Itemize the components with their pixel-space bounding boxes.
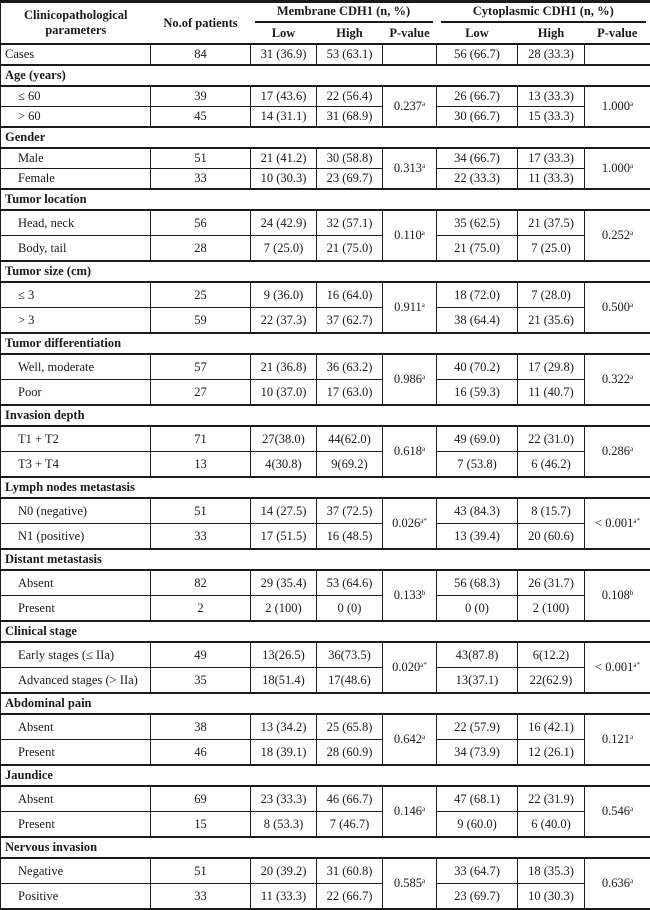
header-cytoplasmic-low: Low [437, 24, 518, 44]
membrane-pvalue-footnote: a [422, 877, 425, 885]
row-membrane-low: 10 (37.0) [251, 380, 317, 406]
table-row [1, 570, 650, 596]
row-label: Advanced stages (> IIa) [1, 668, 151, 694]
cytoplasmic-pvalue [585, 714, 650, 765]
table-row [1, 596, 650, 622]
row-patients: 33 [151, 524, 251, 550]
row-patients: 51 [151, 858, 251, 884]
section-header-row [1, 837, 650, 858]
cytoplasmic-pvalue [585, 354, 650, 405]
membrane-pvalue-footnote: a* [420, 517, 427, 525]
table-row [1, 884, 650, 910]
cases-membrane-pvalue [383, 44, 437, 65]
row-cytoplasmic-low: 34 (73.9) [437, 740, 518, 766]
row-cytoplasmic-low: 30 (66.7) [437, 107, 518, 128]
row-membrane-low: 29 (35.4) [251, 570, 317, 596]
cytoplasmic-pvalue-number: < 0.001 [595, 516, 633, 530]
cytoplasmic-pvalue-footnote: a* [633, 517, 640, 525]
row-cytoplasmic-high: 10 (30.3) [518, 884, 585, 910]
row-cytoplasmic-low: 40 (70.2) [437, 354, 518, 380]
section-title: Tumor differentiation [1, 333, 650, 354]
row-label: Head, neck [1, 210, 151, 236]
table-row [1, 210, 650, 236]
row-cytoplasmic-high: 16 (42.1) [518, 714, 585, 740]
row-cytoplasmic-low: 22 (33.3) [437, 169, 518, 190]
row-patients: 57 [151, 354, 251, 380]
row-membrane-high: 53 (64.6) [317, 570, 383, 596]
header-membrane-low: Low [251, 24, 317, 44]
membrane-pvalue-footnote: a [422, 100, 425, 108]
row-membrane-low: 23 (33.3) [251, 786, 317, 812]
membrane-pvalue-number: 0.986 [394, 372, 422, 386]
row-membrane-high: 22 (56.4) [317, 86, 383, 107]
row-cytoplasmic-low: 43(87.8) [437, 642, 518, 668]
membrane-pvalue [383, 786, 437, 837]
row-cytoplasmic-high: 8 (15.7) [518, 498, 585, 524]
cytoplasmic-pvalue [585, 426, 650, 477]
section-header-row [1, 765, 650, 786]
table-row [1, 786, 650, 812]
membrane-pvalue-number: 0.585 [394, 876, 422, 890]
section-header-row [1, 477, 650, 498]
table-row [1, 452, 650, 478]
row-cytoplasmic-high: 6 (40.0) [518, 812, 585, 838]
section-title: Lymph nodes metastasis [1, 477, 650, 498]
membrane-pvalue-footnote: a [422, 733, 425, 741]
row-cytoplasmic-high: 17 (33.3) [518, 148, 585, 169]
row-cytoplasmic-low: 33 (64.7) [437, 858, 518, 884]
cytoplasmic-pvalue-footnote: a [630, 162, 633, 170]
row-membrane-high: 16 (64.0) [317, 282, 383, 308]
row-label: Poor [1, 380, 151, 406]
row-patients: 13 [151, 452, 251, 478]
section-header-row [1, 261, 650, 282]
table-row [1, 148, 650, 169]
row-membrane-low: 27(38.0) [251, 426, 317, 452]
row-patients: 2 [151, 596, 251, 622]
cytoplasmic-pvalue [585, 570, 650, 621]
row-membrane-high: 22 (66.7) [317, 884, 383, 910]
header-membrane-pvalue: P-value [383, 24, 437, 44]
table-row [1, 282, 650, 308]
table-row [1, 498, 650, 524]
row-membrane-high: 37 (72.5) [317, 498, 383, 524]
cytoplasmic-pvalue-number: 0.121 [602, 732, 630, 746]
row-cytoplasmic-low: 0 (0) [437, 596, 518, 622]
row-patients: 46 [151, 740, 251, 766]
cytoplasmic-pvalue-footnote: a [630, 229, 633, 237]
table-row [1, 858, 650, 884]
membrane-pvalue-footnote: a [422, 162, 425, 170]
section-title: Nervous invasion [1, 837, 650, 858]
cases-cytoplasmic-pvalue [585, 44, 650, 65]
header-cytoplasmic-pvalue: P-value [585, 24, 650, 44]
row-label: ≤ 3 [1, 282, 151, 308]
section-title: Invasion depth [1, 405, 650, 426]
membrane-pvalue [383, 354, 437, 405]
row-cytoplasmic-high: 22 (31.0) [518, 426, 585, 452]
table-header [1, 2, 650, 45]
row-membrane-low: 17 (51.5) [251, 524, 317, 550]
row-cytoplasmic-high: 12 (26.1) [518, 740, 585, 766]
row-label: > 3 [1, 308, 151, 334]
cytoplasmic-pvalue [585, 282, 650, 333]
header-membrane-group [251, 2, 437, 25]
row-cytoplasmic-low: 49 (69.0) [437, 426, 518, 452]
membrane-pvalue-number: 0.618 [394, 444, 422, 458]
cytoplasmic-pvalue-footnote: a [630, 877, 633, 885]
membrane-pvalue-number: 0.146 [394, 804, 422, 818]
cytoplasmic-pvalue [585, 642, 650, 693]
row-cytoplasmic-high: 21 (35.6) [518, 308, 585, 334]
membrane-pvalue-number: 0.642 [394, 732, 422, 746]
row-membrane-low: 13(26.5) [251, 642, 317, 668]
header-cytoplasmic-group-label: Cytoplasmic CDH1 (n, %) [441, 4, 647, 23]
cytoplasmic-pvalue-number: 0.636 [602, 876, 630, 890]
header-membrane-group-label: Membrane CDH1 (n, %) [255, 4, 433, 23]
section-title: Abdominal pain [1, 693, 650, 714]
row-cytoplasmic-high: 6 (46.2) [518, 452, 585, 478]
row-cytoplasmic-high: 11 (40.7) [518, 380, 585, 406]
row-label: Female [1, 169, 151, 190]
row-cytoplasmic-high: 11 (33.3) [518, 169, 585, 190]
table-row [1, 426, 650, 452]
cytoplasmic-pvalue-footnote: a [630, 805, 633, 813]
header-membrane-high: High [317, 24, 383, 44]
row-cytoplasmic-low: 13(37.1) [437, 668, 518, 694]
section-title: Tumor location [1, 189, 650, 210]
cytoplasmic-pvalue-number: 0.546 [602, 804, 630, 818]
row-membrane-low: 8 (53.3) [251, 812, 317, 838]
membrane-pvalue-number: 0.911 [394, 300, 422, 314]
header-parameters [1, 2, 151, 45]
row-membrane-high: 17(48.6) [317, 668, 383, 694]
membrane-pvalue-footnote: a [422, 301, 425, 309]
cytoplasmic-pvalue-number: 0.322 [602, 372, 630, 386]
row-patients: 33 [151, 884, 251, 910]
section-header-row [1, 549, 650, 570]
membrane-pvalue-number: 0.237 [394, 99, 422, 113]
row-cytoplasmic-low: 22 (57.9) [437, 714, 518, 740]
row-membrane-low: 24 (42.9) [251, 210, 317, 236]
table-row [1, 812, 650, 838]
row-label: > 60 [1, 107, 151, 128]
section-title: Gender [1, 127, 650, 148]
table-row [1, 169, 650, 190]
row-membrane-high: 36 (63.2) [317, 354, 383, 380]
row-cytoplasmic-high: 17 (29.8) [518, 354, 585, 380]
membrane-pvalue-footnote: a [422, 805, 425, 813]
row-patients: 49 [151, 642, 251, 668]
membrane-pvalue [383, 426, 437, 477]
row-label: Absent [1, 714, 151, 740]
row-label: Absent [1, 570, 151, 596]
row-membrane-high: 44(62.0) [317, 426, 383, 452]
cytoplasmic-pvalue-number: 0.500 [602, 300, 630, 314]
row-membrane-high: 32 (57.1) [317, 210, 383, 236]
row-label: Absent [1, 786, 151, 812]
cytoplasmic-pvalue-footnote: a [630, 301, 633, 309]
row-membrane-high: 31 (60.8) [317, 858, 383, 884]
membrane-pvalue-footnote: b [422, 589, 426, 597]
membrane-pvalue-number: 0.133 [394, 588, 422, 602]
row-membrane-low: 4(30.8) [251, 452, 317, 478]
row-cytoplasmic-low: 35 (62.5) [437, 210, 518, 236]
row-label: Negative [1, 858, 151, 884]
cytoplasmic-pvalue-footnote: a [630, 445, 633, 453]
row-membrane-low: 22 (37.3) [251, 308, 317, 334]
table-row [1, 308, 650, 334]
section-header-row [1, 333, 650, 354]
membrane-pvalue-footnote: a [422, 373, 425, 381]
section-header-row [1, 127, 650, 148]
row-label: Early stages (≤ IIa) [1, 642, 151, 668]
row-membrane-high: 7 (46.7) [317, 812, 383, 838]
membrane-pvalue-footnote: a [422, 445, 425, 453]
row-cytoplasmic-low: 23 (69.7) [437, 884, 518, 910]
row-cytoplasmic-low: 7 (53.8) [437, 452, 518, 478]
membrane-pvalue-number: 0.110 [394, 228, 422, 242]
table-row [1, 642, 650, 668]
cytoplasmic-pvalue-footnote: a [630, 373, 633, 381]
cytoplasmic-pvalue [585, 86, 650, 127]
row-membrane-high: 25 (65.8) [317, 714, 383, 740]
membrane-pvalue [383, 282, 437, 333]
row-membrane-high: 9(69.2) [317, 452, 383, 478]
membrane-pvalue [383, 570, 437, 621]
row-patients: 71 [151, 426, 251, 452]
row-membrane-high: 21 (75.0) [317, 236, 383, 262]
cytoplasmic-pvalue [585, 498, 650, 549]
cytoplasmic-pvalue-footnote: a [630, 100, 633, 108]
row-cytoplasmic-high: 15 (33.3) [518, 107, 585, 128]
row-membrane-low: 13 (34.2) [251, 714, 317, 740]
row-cytoplasmic-high: 7 (28.0) [518, 282, 585, 308]
row-cytoplasmic-high: 26 (31.7) [518, 570, 585, 596]
table-row [1, 668, 650, 694]
membrane-pvalue-number: 0.020 [392, 660, 420, 674]
table-row [1, 714, 650, 740]
cytoplasmic-pvalue-footnote: a [630, 733, 633, 741]
row-patients: 45 [151, 107, 251, 128]
header-cytoplasmic-high: High [518, 24, 585, 44]
row-cytoplasmic-high: 21 (37.5) [518, 210, 585, 236]
row-cytoplasmic-high: 2 (100) [518, 596, 585, 622]
table-row [1, 740, 650, 766]
row-patients: 35 [151, 668, 251, 694]
row-cytoplasmic-high: 6(12.2) [518, 642, 585, 668]
section-title: Distant metastasis [1, 549, 650, 570]
row-cytoplasmic-high: 18 (35.3) [518, 858, 585, 884]
membrane-pvalue-number: 0.313 [394, 161, 422, 175]
header-cytoplasmic-group [437, 2, 650, 25]
row-membrane-low: 17 (43.6) [251, 86, 317, 107]
cases-row [1, 44, 650, 65]
row-membrane-high: 23 (69.7) [317, 169, 383, 190]
row-patients: 27 [151, 380, 251, 406]
cytoplasmic-pvalue-number: 0.252 [602, 228, 630, 242]
row-patients: 28 [151, 236, 251, 262]
row-membrane-high: 31 (68.9) [317, 107, 383, 128]
row-cytoplasmic-low: 13 (39.4) [437, 524, 518, 550]
cytoplasmic-pvalue-number: 1.000 [602, 99, 630, 113]
row-cytoplasmic-high: 7 (25.0) [518, 236, 585, 262]
section-title: Clinical stage [1, 621, 650, 642]
row-label: T1 + T2 [1, 426, 151, 452]
row-label: Present [1, 740, 151, 766]
row-membrane-high: 46 (66.7) [317, 786, 383, 812]
row-membrane-low: 9 (36.0) [251, 282, 317, 308]
row-membrane-high: 36(73.5) [317, 642, 383, 668]
row-label: N0 (negative) [1, 498, 151, 524]
row-patients: 38 [151, 714, 251, 740]
row-membrane-low: 11 (33.3) [251, 884, 317, 910]
membrane-pvalue-footnote: a [422, 229, 425, 237]
row-label: Present [1, 812, 151, 838]
row-membrane-high: 28 (60.9) [317, 740, 383, 766]
row-membrane-high: 37 (62.7) [317, 308, 383, 334]
row-membrane-high: 30 (58.8) [317, 148, 383, 169]
cases-label: Cases [1, 44, 151, 65]
membrane-pvalue [383, 498, 437, 549]
row-patients: 33 [151, 169, 251, 190]
section-header-row [1, 65, 650, 86]
row-patients: 39 [151, 86, 251, 107]
row-cytoplasmic-high: 22(62.9) [518, 668, 585, 694]
row-label: Positive [1, 884, 151, 910]
cytoplasmic-pvalue-number: 0.108 [602, 588, 630, 602]
row-cytoplasmic-low: 56 (68.3) [437, 570, 518, 596]
row-patients: 56 [151, 210, 251, 236]
row-label: T3 + T4 [1, 452, 151, 478]
row-membrane-low: 20 (39.2) [251, 858, 317, 884]
section-header-row [1, 405, 650, 426]
row-cytoplasmic-low: 16 (59.3) [437, 380, 518, 406]
cases-cytoplasmic-low: 56 (66.7) [437, 44, 518, 65]
row-membrane-low: 7 (25.0) [251, 236, 317, 262]
row-membrane-low: 14 (31.1) [251, 107, 317, 128]
header-patients: No.of patients [151, 2, 251, 45]
row-cytoplasmic-low: 47 (68.1) [437, 786, 518, 812]
cases-membrane-high: 53 (63.1) [317, 44, 383, 65]
cytoplasmic-pvalue-number: 0.286 [602, 444, 630, 458]
row-cytoplasmic-high: 13 (33.3) [518, 86, 585, 107]
row-cytoplasmic-low: 9 (60.0) [437, 812, 518, 838]
membrane-pvalue-number: 0.026 [392, 516, 420, 530]
row-membrane-low: 10 (30.3) [251, 169, 317, 190]
row-patients: 69 [151, 786, 251, 812]
row-patients: 59 [151, 308, 251, 334]
table-row [1, 380, 650, 406]
row-label: Male [1, 148, 151, 169]
row-patients: 25 [151, 282, 251, 308]
row-membrane-low: 18(51.4) [251, 668, 317, 694]
section-title: Jaundice [1, 765, 650, 786]
row-label: N1 (positive) [1, 524, 151, 550]
row-label: ≤ 60 [1, 86, 151, 107]
section-title: Tumor size (cm) [1, 261, 650, 282]
membrane-pvalue [383, 642, 437, 693]
row-membrane-high: 16 (48.5) [317, 524, 383, 550]
cytoplasmic-pvalue-number: 1.000 [602, 161, 630, 175]
cytoplasmic-pvalue [585, 148, 650, 189]
cases-membrane-low: 31 (36.9) [251, 44, 317, 65]
cytoplasmic-pvalue-number: < 0.001 [595, 660, 633, 674]
membrane-pvalue-footnote: a* [420, 661, 427, 669]
table-row [1, 354, 650, 380]
row-label: Present [1, 596, 151, 622]
row-cytoplasmic-high: 20 (60.6) [518, 524, 585, 550]
row-patients: 51 [151, 148, 251, 169]
row-membrane-high: 17 (63.0) [317, 380, 383, 406]
table-body [1, 44, 650, 909]
row-patients: 51 [151, 498, 251, 524]
row-membrane-low: 2 (100) [251, 596, 317, 622]
row-membrane-low: 14 (27.5) [251, 498, 317, 524]
header-parameters-line2: parameters [45, 23, 106, 37]
row-cytoplasmic-low: 26 (66.7) [437, 86, 518, 107]
cytoplasmic-pvalue-footnote: a* [633, 661, 640, 669]
row-cytoplasmic-low: 43 (84.3) [437, 498, 518, 524]
membrane-pvalue [383, 148, 437, 189]
cytoplasmic-pvalue [585, 210, 650, 261]
row-patients: 15 [151, 812, 251, 838]
row-label: Well, moderate [1, 354, 151, 380]
header-parameters-line1: Clinicopathological [24, 8, 127, 22]
row-cytoplasmic-low: 38 (64.4) [437, 308, 518, 334]
table-row [1, 86, 650, 107]
section-title: Age (years) [1, 65, 650, 86]
cytoplasmic-pvalue-footnote: b [630, 589, 634, 597]
section-header-row [1, 189, 650, 210]
row-membrane-low: 21 (41.2) [251, 148, 317, 169]
row-label: Body, tail [1, 236, 151, 262]
section-header-row [1, 693, 650, 714]
membrane-pvalue [383, 210, 437, 261]
row-membrane-high: 0 (0) [317, 596, 383, 622]
membrane-pvalue [383, 714, 437, 765]
membrane-pvalue [383, 86, 437, 127]
section-header-row [1, 621, 650, 642]
row-cytoplasmic-low: 21 (75.0) [437, 236, 518, 262]
row-membrane-low: 21 (36.8) [251, 354, 317, 380]
row-cytoplasmic-low: 18 (72.0) [437, 282, 518, 308]
table-row [1, 236, 650, 262]
table-row [1, 107, 650, 128]
row-cytoplasmic-low: 34 (66.7) [437, 148, 518, 169]
cytoplasmic-pvalue [585, 786, 650, 837]
cases-patients: 84 [151, 44, 251, 65]
row-membrane-low: 18 (39.1) [251, 740, 317, 766]
table-row [1, 524, 650, 550]
row-patients: 82 [151, 570, 251, 596]
row-cytoplasmic-high: 22 (31.9) [518, 786, 585, 812]
cases-cytoplasmic-high: 28 (33.3) [518, 44, 585, 65]
